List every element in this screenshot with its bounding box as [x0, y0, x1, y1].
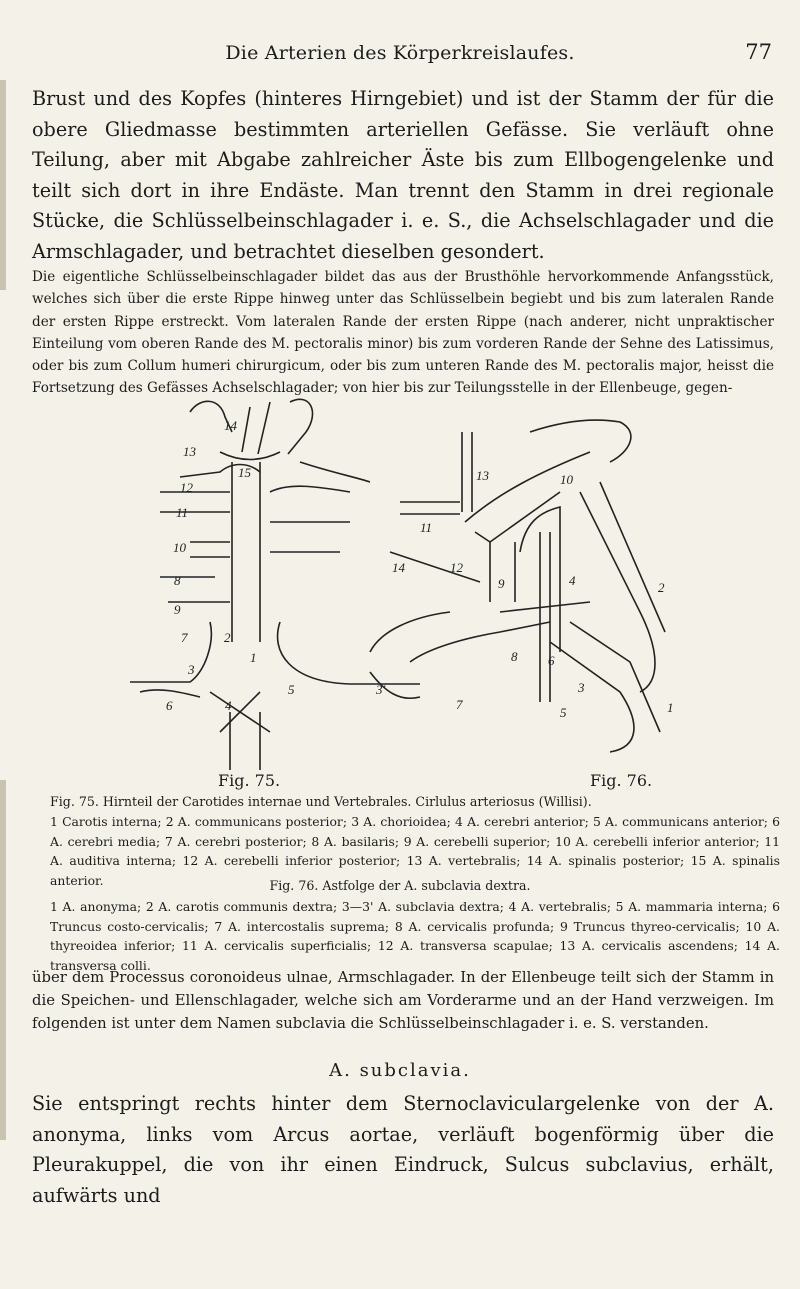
- running-title: Die Arterien des Körperkreislaufes.: [225, 42, 575, 64]
- caption-75-title: Fig. 75. Hirnteil der Carotides internae und Vertebrales. Cirlulus arteriosus (Willisi).: [50, 794, 592, 809]
- svg-text:12: 12: [180, 480, 193, 495]
- svg-text:7: 7: [181, 630, 188, 645]
- svg-text:13: 13: [476, 468, 489, 483]
- paragraph-2: Die eigentliche Schlüsselbeinschlagader bildet das aus der Brusthöhle hervorkommende Anfangsstück, welches sich über die erste Rippe hinweg unter das Schlüsselbein begiebt und bis zum lateralen Rande der ersten Rippe erstreckt. Vom lateralen Rande der ersten Rippe (nach anderer, nicht unpraktischer Einteilung vom oberen Rande des M. pectoralis minor) bis zum vorderen Rande der Sehne des Latissimus, oder bis zum Collum humeri chirurgicum, oder bis zum unteren Rande des M. pectoralis major, heisst die Fortsetzung des Gefässes Achselschlagader; von hier bis zur Teilungsstelle in der Ellenbeuge, gegen-: [32, 269, 774, 397]
- caption-76-text: 1 A. anonyma; 2 A. carotis communis dextra; 3—3' A. subclavia dextra; 4 A. vertebralis; 5 A. mammaria interna; 6 Truncus costo-cervicalis; 7 A. intercostalis suprema; 8 A. cervicalis profunda; 9 Truncus thyreo-cervicalis; 10 A. thyreoidea inferior; 11 A. cervicalis superficialis; 12 A. transversa scapulae; 13 A. cervicalis ascendens; 14 A. transversa colli.: [50, 899, 780, 973]
- svg-text:9: 9: [174, 602, 181, 617]
- fig76-numbers: [375, 468, 674, 720]
- svg-text:8: 8: [511, 649, 518, 664]
- svg-text:9: 9: [498, 576, 505, 591]
- fig76-drawing: [370, 420, 665, 752]
- fig75-numbers: [166, 418, 295, 713]
- svg-text:3': 3': [376, 682, 386, 697]
- svg-text:6: 6: [548, 653, 555, 668]
- svg-text:14: 14: [224, 418, 237, 433]
- page-header: [0, 40, 800, 72]
- page-number: 77: [745, 40, 772, 64]
- svg-text:10: 10: [173, 540, 186, 555]
- svg-text:14: 14: [392, 560, 405, 575]
- svg-text:11: 11: [420, 520, 433, 535]
- page-edge-shadow: [0, 80, 6, 290]
- svg-text:12: 12: [450, 560, 463, 575]
- paragraph-3: über dem Processus coronoideus ulnae, Armschlagader. In der Ellenbeuge teilt sich der Stamm in die Speichen- und Ellenschlagader, welche sich am Vorderarme und an der Hand verzweigen. Im folgenden ist unter dem Namen subclavia die Schlüsselbeinschlagader i. e. S. verstanden.: [32, 969, 774, 1033]
- svg-text:5: 5: [560, 705, 567, 720]
- section-heading: A. subclavia.: [329, 1060, 471, 1081]
- svg-text:6: 6: [166, 698, 173, 713]
- svg-text:2: 2: [658, 580, 665, 595]
- paragraph-1: Brust und des Kopfes (hinteres Hirngebiet) und ist der Stamm der für die obere Gliedmasse bestimmten arteriellen Gefässe. Sie verläuft ohne Teilung, aber mit Abgabe zahlreicher Äste bis zum Ellbogengelenke und teilt sich dort in ihre Endäste. Man trennt den Stamm in drei regionale Stücke, die Schlüsselbeinschlagader i. e. S., die Achselschlagader und die Armschlagader, und betrachtet dieselben gesondert.: [32, 87, 774, 263]
- svg-text:5: 5: [288, 682, 295, 697]
- fig76-label: Fig. 76.: [590, 771, 653, 790]
- svg-text:7: 7: [456, 697, 463, 712]
- fig75-label: Fig. 75.: [218, 771, 281, 790]
- svg-text:4: 4: [225, 698, 232, 713]
- svg-text:10: 10: [560, 472, 573, 487]
- page-edge-shadow: [0, 780, 6, 1140]
- svg-text:15: 15: [238, 465, 251, 480]
- svg-text:13: 13: [183, 444, 196, 459]
- svg-text:11: 11: [176, 505, 189, 520]
- figures: [120, 392, 680, 770]
- svg-text:8: 8: [174, 573, 181, 588]
- figure-illustrations: [120, 392, 680, 770]
- svg-text:1: 1: [250, 650, 257, 665]
- paragraph-4: Sie entspringt rechts hinter dem Sternoclaviculargelenke von der A. anonyma, links vom Arcus aortae, verläuft bogenförmig über die Pleurakuppel, die von ihr einen Eindruck, Sulcus subclavius, erhält, aufwärts und: [32, 1092, 774, 1207]
- svg-text:3: 3: [188, 662, 195, 677]
- caption-76-title: Fig. 76. Astfolge der A. subclavia dextra.: [269, 878, 531, 893]
- svg-text:3: 3: [578, 680, 585, 695]
- svg-text:1: 1: [667, 700, 674, 715]
- svg-text:4: 4: [569, 573, 576, 588]
- caption-75-text: 1 Carotis interna; 2 A. communicans posterior; 3 A. chorioidea; 4 A. cerebri anterior; 5 A. communicans anterior; 6 A. cerebri media; 7 A. cerebri posterior; 8 A. basilaris; 9 A. cerebelli superior; 10 A. cerebelli inferior anterior; 11 A. auditiva interna; 12 A. cerebelli inferior posterior; 13 A. vertebralis; 14 A. spinalis posterior; 15 A. spinalis anterior.: [50, 814, 780, 888]
- svg-text:2: 2: [224, 630, 231, 645]
